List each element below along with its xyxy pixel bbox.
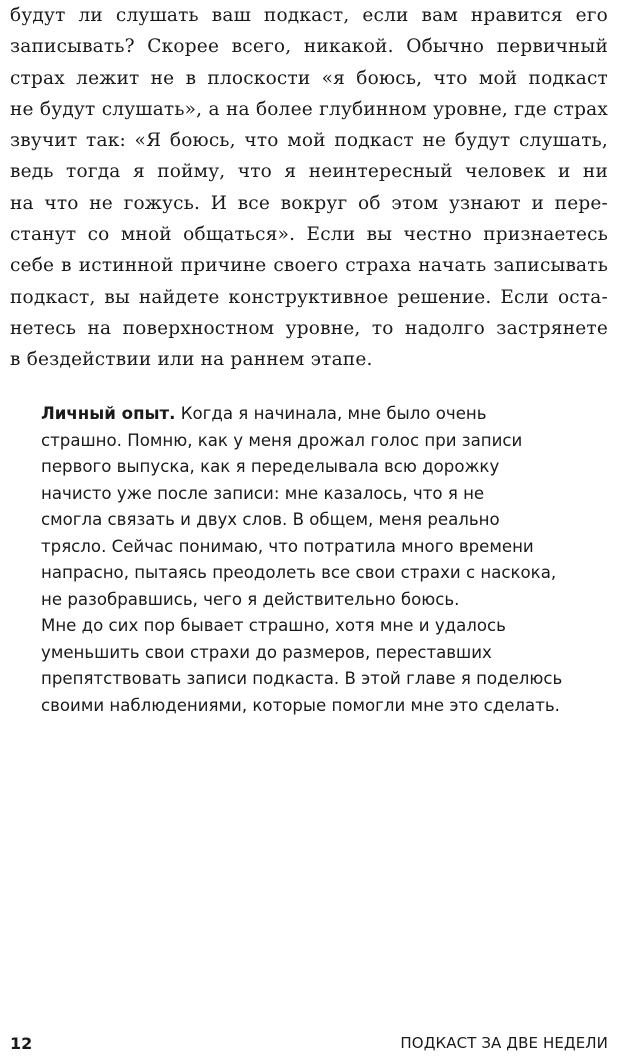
- paragraph-line: не будут слушать», а на более глубинном уровне, где страх: [10, 98, 608, 120]
- paragraph-line: в бездействии или на раннем этапе.: [10, 349, 373, 371]
- paragraph-line: будут ли слушать ваш подкаст, если вам нравится его: [10, 5, 608, 26]
- paragraph-line: нетесь на поверхностном уровне, то надолго застрянете: [10, 317, 608, 339]
- page-number: 12: [10, 1034, 33, 1053]
- note-line: страшно. Помню, как у меня дрожал голос при записи: [41, 430, 523, 450]
- paragraph-line: себе в истинной причине своего страха начать записывать: [10, 255, 608, 277]
- page-footer: [10, 1034, 608, 1058]
- note-lead-label: Личный опыт.: [41, 404, 176, 423]
- note-line: первого выпуска, как я переделывала всю дорожку: [41, 457, 500, 476]
- note-line: не разобравшись, чего я действительно боюсь.: [41, 589, 460, 609]
- paragraph-line: подкаст, вы найдете конструктивное решение. Если оста-: [10, 286, 608, 308]
- note-line: трясло. Сейчас понимаю, что потратила много времени: [41, 536, 534, 556]
- note-line: Мне до сих пор бывает страшно, хотя мне и удалось: [41, 616, 506, 635]
- note-line: препятствовать записи подкаста. В этой главе я поделюсь: [41, 669, 563, 688]
- paragraph-line: на что не гожусь. И все вокруг об этом узнают и пере-: [10, 192, 608, 214]
- paragraph-line: звучит так: «Я боюсь, что мой подкаст не будут слушать,: [10, 130, 608, 152]
- running-title: ПОДКАСТ ЗА ДВЕ НЕДЕЛИ: [400, 1034, 608, 1052]
- note-first-line: [41, 401, 597, 428]
- note-first-line-text: Когда я начинала, мне было очень: [175, 404, 487, 423]
- paragraph-line: страх лежит не в плоскости «я боюсь, что мой подкаст: [10, 67, 608, 89]
- body-paragraph: [10, 0, 608, 376]
- personal-experience-note: [41, 401, 597, 719]
- note-line: смогла связать и двух слов. В общем, меня реально: [41, 510, 500, 529]
- paragraph-line: записывать? Скорее всего, никакой. Обычно первичный: [10, 36, 608, 58]
- paragraph-line: станут со мной общаться». Если вы честно признаетесь: [10, 224, 608, 246]
- note-line: своими наблюдениями, которые помогли мне это сделать.: [41, 695, 560, 715]
- note-line: напрасно, пытаясь преодолеть все свои страхи с наскока,: [41, 563, 557, 582]
- paragraph-line: ведь тогда я пойму, что я неинтересный человек и ни: [10, 161, 608, 183]
- note-line: начисто уже после записи: мне казалось, что я не: [41, 483, 485, 503]
- note-line: уменьшить свои страхи до размеров, переставших: [41, 642, 492, 662]
